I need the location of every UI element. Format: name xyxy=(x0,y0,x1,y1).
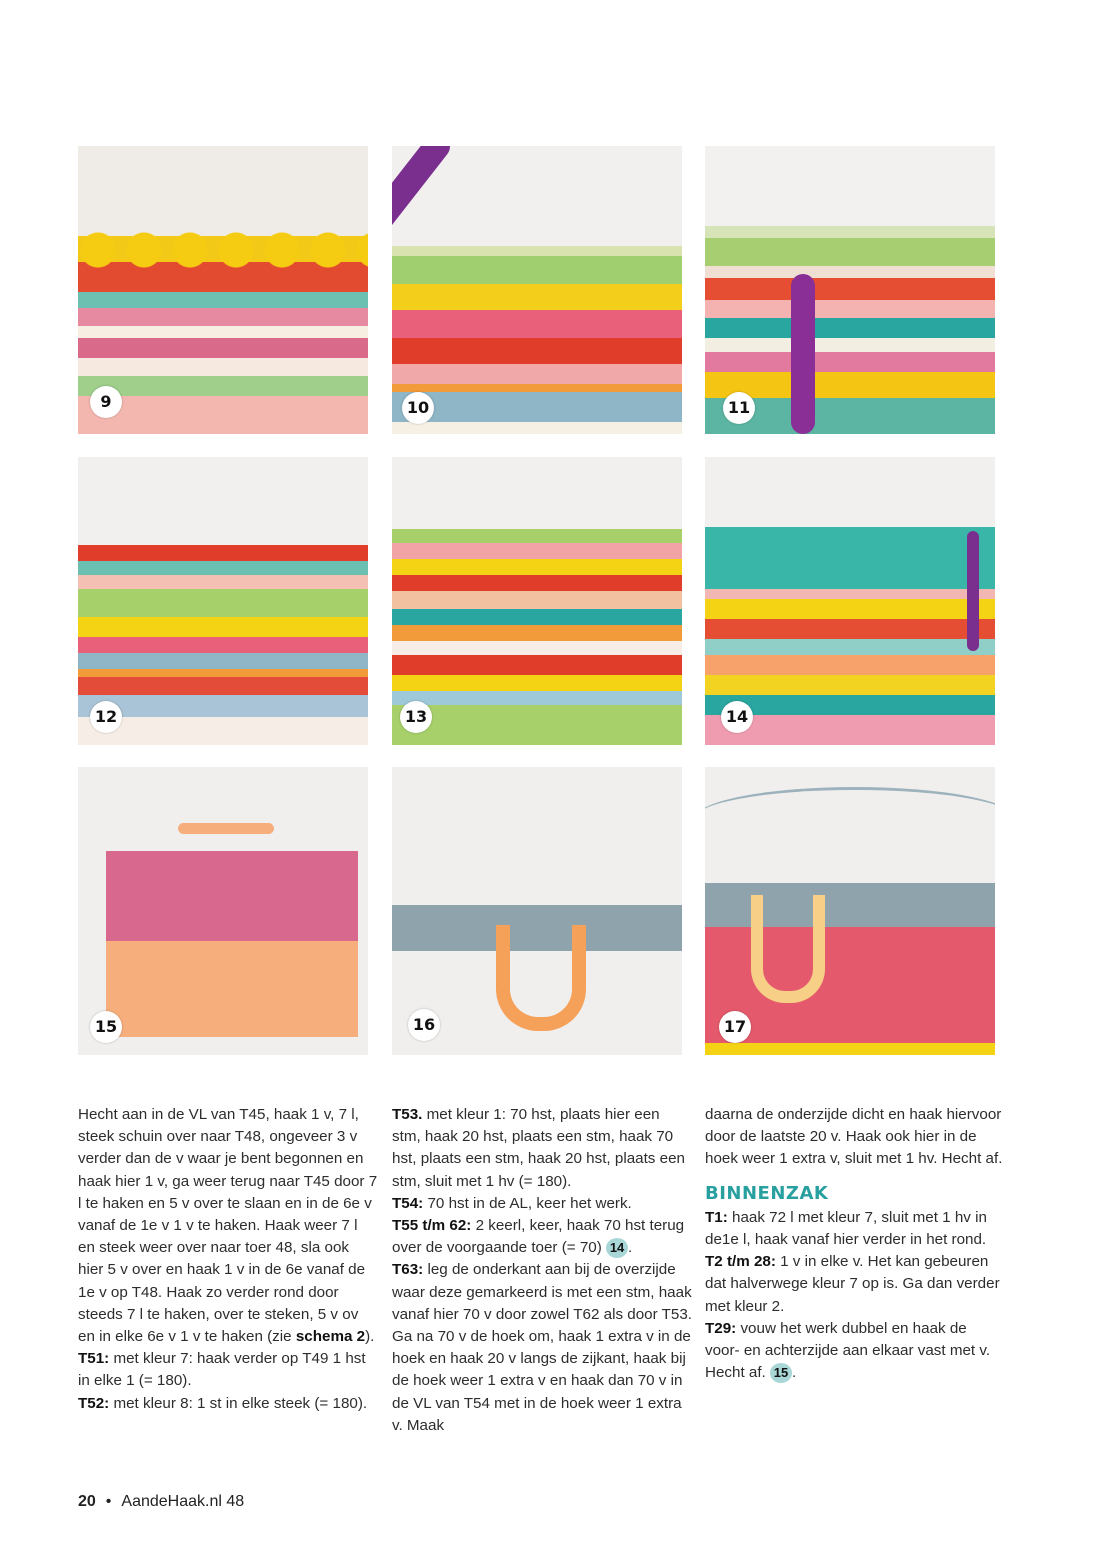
page-number: 20 xyxy=(78,1493,96,1510)
magazine-name: AandeHaak.nl 48 xyxy=(121,1493,245,1510)
round-t55-62: T55 t/m 62: 2 keerl, keer, haak 70 hst terug over de voorgaande toer (= 70) 14 . xyxy=(392,1217,685,1257)
photo-step-14 xyxy=(705,457,995,745)
text-column-2 xyxy=(392,1104,692,1437)
schema-reference: schema 2 xyxy=(295,1328,366,1346)
step-badge: 15 xyxy=(90,1011,122,1043)
photo-reference-badge: 15 xyxy=(770,1363,792,1383)
round-t63: T63: leg de onderkant aan bij de overzijde waar deze gemarkeerd is met een stm, haak vanaf hier 70 v door zowel T62 als door T53. Ga na 70 v de hoek om, haak 1 extra v in de hoek en haak 20 v langs de zijkant, haak bij de hoek weer 1 extra v en haak dan 70 v in de VL van T54 met in de hoek weer 1 extra v. Maak xyxy=(392,1261,692,1434)
text-column-1 xyxy=(78,1104,378,1415)
round-t29: T29: vouw het werk dubbel en haak de voor- en achterzijde aan elkaar vast met v. Hecht af. 15 . xyxy=(705,1319,991,1382)
step-badge: 13 xyxy=(400,701,432,733)
round-t52: T52: met kleur 8: 1 st in elke steek (= 180). xyxy=(78,1394,368,1412)
step-badge: 11 xyxy=(723,392,755,424)
photo-step-15 xyxy=(78,767,368,1055)
round-t54: T54: 70 hst in de AL, keer het werk. xyxy=(392,1194,632,1212)
photo-step-12 xyxy=(78,457,368,745)
round-t2-28: T2 t/m 28: 1 v in elke v. Het kan gebeuren dat halverwege kleur 7 op is. Ga dan verder met kleur 2. xyxy=(705,1253,1000,1315)
footer-bullet: • xyxy=(105,1493,112,1510)
text-column-3 xyxy=(705,1104,1005,1384)
step-badge: 17 xyxy=(719,1011,751,1043)
photo-step-10 xyxy=(392,146,682,434)
step-badge: 9 xyxy=(90,386,122,418)
section-heading: BINNENZAK xyxy=(705,1182,829,1204)
photo-step-9 xyxy=(78,146,368,434)
photo-reference-badge: 14 xyxy=(606,1238,628,1258)
photo-step-13 xyxy=(392,457,682,745)
instruction-paragraph: Hecht aan in de VL van T45, haak 1 v, 7 l, steek schuin over naar T48, ongeveer 3 v verder dan de v waar je bent begonnen en haak hier 1 v, ga weer terug naar T45 door 7 l te haken en 5 v over te slaan en in de 6e v vanaf de 1e v 1 v te haken. Haak weer 7 l en steek weer over naar toer 48, sla ook hier 5 v over en haak 1 v in de 6e vanaf de 1e v op T48. Haak zo verder rond door steeds 7 l te haken, over te steken, 5 v ov en in elke 6e v 1 v te haken (zie schema 2). xyxy=(78,1106,378,1346)
instruction-paragraph: daarna de onderzijde dicht en haak hiervoor door de laatste 20 v. Haak ook hier in de hoek weer 1 extra v, sluit met 1 hv. Hecht af. xyxy=(705,1106,1003,1168)
step-badge: 16 xyxy=(408,1009,440,1041)
page-footer xyxy=(78,1493,244,1511)
step-badge: 12 xyxy=(90,701,122,733)
step-badge: 14 xyxy=(721,701,753,733)
photo-step-16 xyxy=(392,767,682,1055)
step-badge: 10 xyxy=(402,392,434,424)
photo-step-17 xyxy=(705,767,995,1055)
round-t53: T53. met kleur 1: 70 hst, plaats hier een stm, haak 20 hst, plaats een stm, haak 70 hst, plaats een stm, haak 20 hst, plaats een stm, sluit met 1 hv (= 180). xyxy=(392,1106,685,1190)
photo-step-11 xyxy=(705,146,995,434)
round-t51: T51: met kleur 7: haak verder op T49 1 hst in elke 1 (= 180). xyxy=(78,1350,366,1390)
round-t1: T1: haak 72 l met kleur 7, sluit met 1 hv in de1e l, haak vanaf hier verder in het rond. xyxy=(705,1208,987,1249)
